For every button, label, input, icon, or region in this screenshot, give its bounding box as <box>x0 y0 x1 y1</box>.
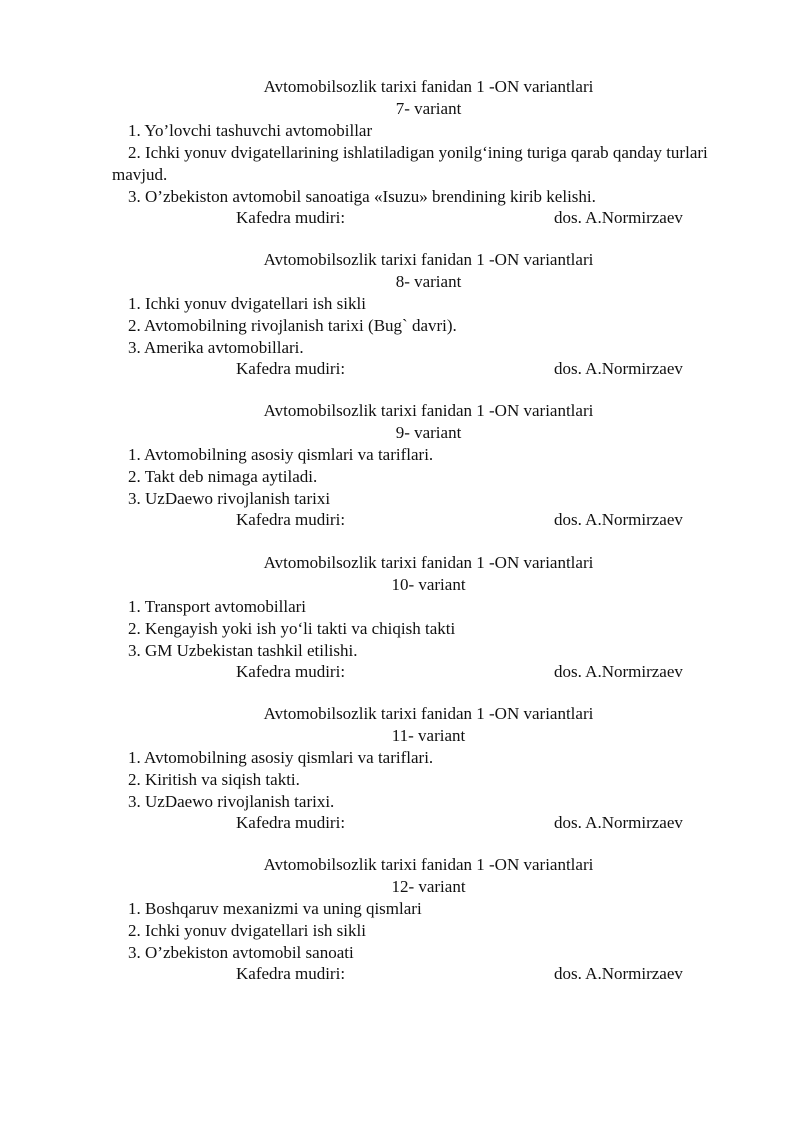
variant-title: Avtomobilsozlik tarixi fanidan 1 -ON variantlari <box>263 704 594 723</box>
question-item: 3. O’zbekiston avtomobil sanoatiga «Isuzu» brendining kirib kelishi. <box>128 187 596 206</box>
question-item: 1. Transport avtomobillari <box>128 597 307 616</box>
question-item: 2. Ichki yonuv dvigatellarining ishlatiladigan yonilg‘ining turiga qarab qanday turlari mavjud. <box>112 143 708 184</box>
variant-number: 10- variant <box>391 575 466 594</box>
variant-title: Avtomobilsozlik tarixi fanidan 1 -ON variantlari <box>263 401 594 420</box>
question-item: 1. Avtomobilning asosiy qismlari va tariflari. <box>128 445 434 464</box>
question-item: 3. GM Uzbekistan tashkil etilishi. <box>128 641 358 660</box>
signature-name: dos. A.Normirzaev <box>554 662 683 681</box>
question-item: 1. Yo’lovchi tashuvchi avtomobillar <box>128 121 373 140</box>
signature-label: Kafedra mudiri: <box>236 813 346 832</box>
signature-name: dos. A.Normirzaev <box>554 510 683 529</box>
question-item: 3. UzDaewo rivojlanish tarixi <box>128 489 331 508</box>
signature-label: Kafedra mudiri: <box>236 964 346 983</box>
question-item: 1. Ichki yonuv dvigatellari ish sikli <box>128 294 366 313</box>
variant-number: 12- variant <box>391 877 466 896</box>
question-item: 2. Takt deb nimaga aytiladi. <box>128 467 318 486</box>
variant-title: Avtomobilsozlik tarixi fanidan 1 -ON variantlari <box>263 250 594 269</box>
variant-title: Avtomobilsozlik tarixi fanidan 1 -ON variantlari <box>263 855 594 874</box>
question-item: 1. Boshqaruv mexanizmi va uning qismlari <box>128 899 422 918</box>
signature-name: dos. A.Normirzaev <box>554 964 683 983</box>
variant-number: 7- variant <box>395 99 462 118</box>
variant-number: 11- variant <box>391 726 466 745</box>
question-item: 3. Amerika avtomobillari. <box>128 338 304 357</box>
signature-label: Kafedra mudiri: <box>236 208 346 227</box>
question-item: 2. Ichki yonuv dvigatellari ish sikli <box>128 921 366 940</box>
variant-number: 8- variant <box>395 272 462 291</box>
question-item: 3. UzDaewo rivojlanish tarixi. <box>128 792 335 811</box>
signature-label: Kafedra mudiri: <box>236 662 346 681</box>
question-item: 1. Avtomobilning asosiy qismlari va tariflari. <box>128 748 434 767</box>
signature-label: Kafedra mudiri: <box>236 359 346 378</box>
variant-number: 9- variant <box>395 423 462 442</box>
signature-name: dos. A.Normirzaev <box>554 359 683 378</box>
signature-name: dos. A.Normirzaev <box>554 813 683 832</box>
variant-title: Avtomobilsozlik tarixi fanidan 1 -ON variantlari <box>263 77 594 96</box>
signature-label: Kafedra mudiri: <box>236 510 346 529</box>
variant-title: Avtomobilsozlik tarixi fanidan 1 -ON variantlari <box>263 553 594 572</box>
question-item: 2. Kengayish yoki ish yo‘li takti va chiqish takti <box>128 619 456 638</box>
question-item: 2. Avtomobilning rivojlanish tarixi (Bug` davri). <box>128 316 457 335</box>
signature-name: dos. A.Normirzaev <box>554 208 683 227</box>
question-item: 2. Kiritish va siqish takti. <box>128 770 300 789</box>
question-item: 3. O’zbekiston avtomobil sanoati <box>128 943 354 962</box>
